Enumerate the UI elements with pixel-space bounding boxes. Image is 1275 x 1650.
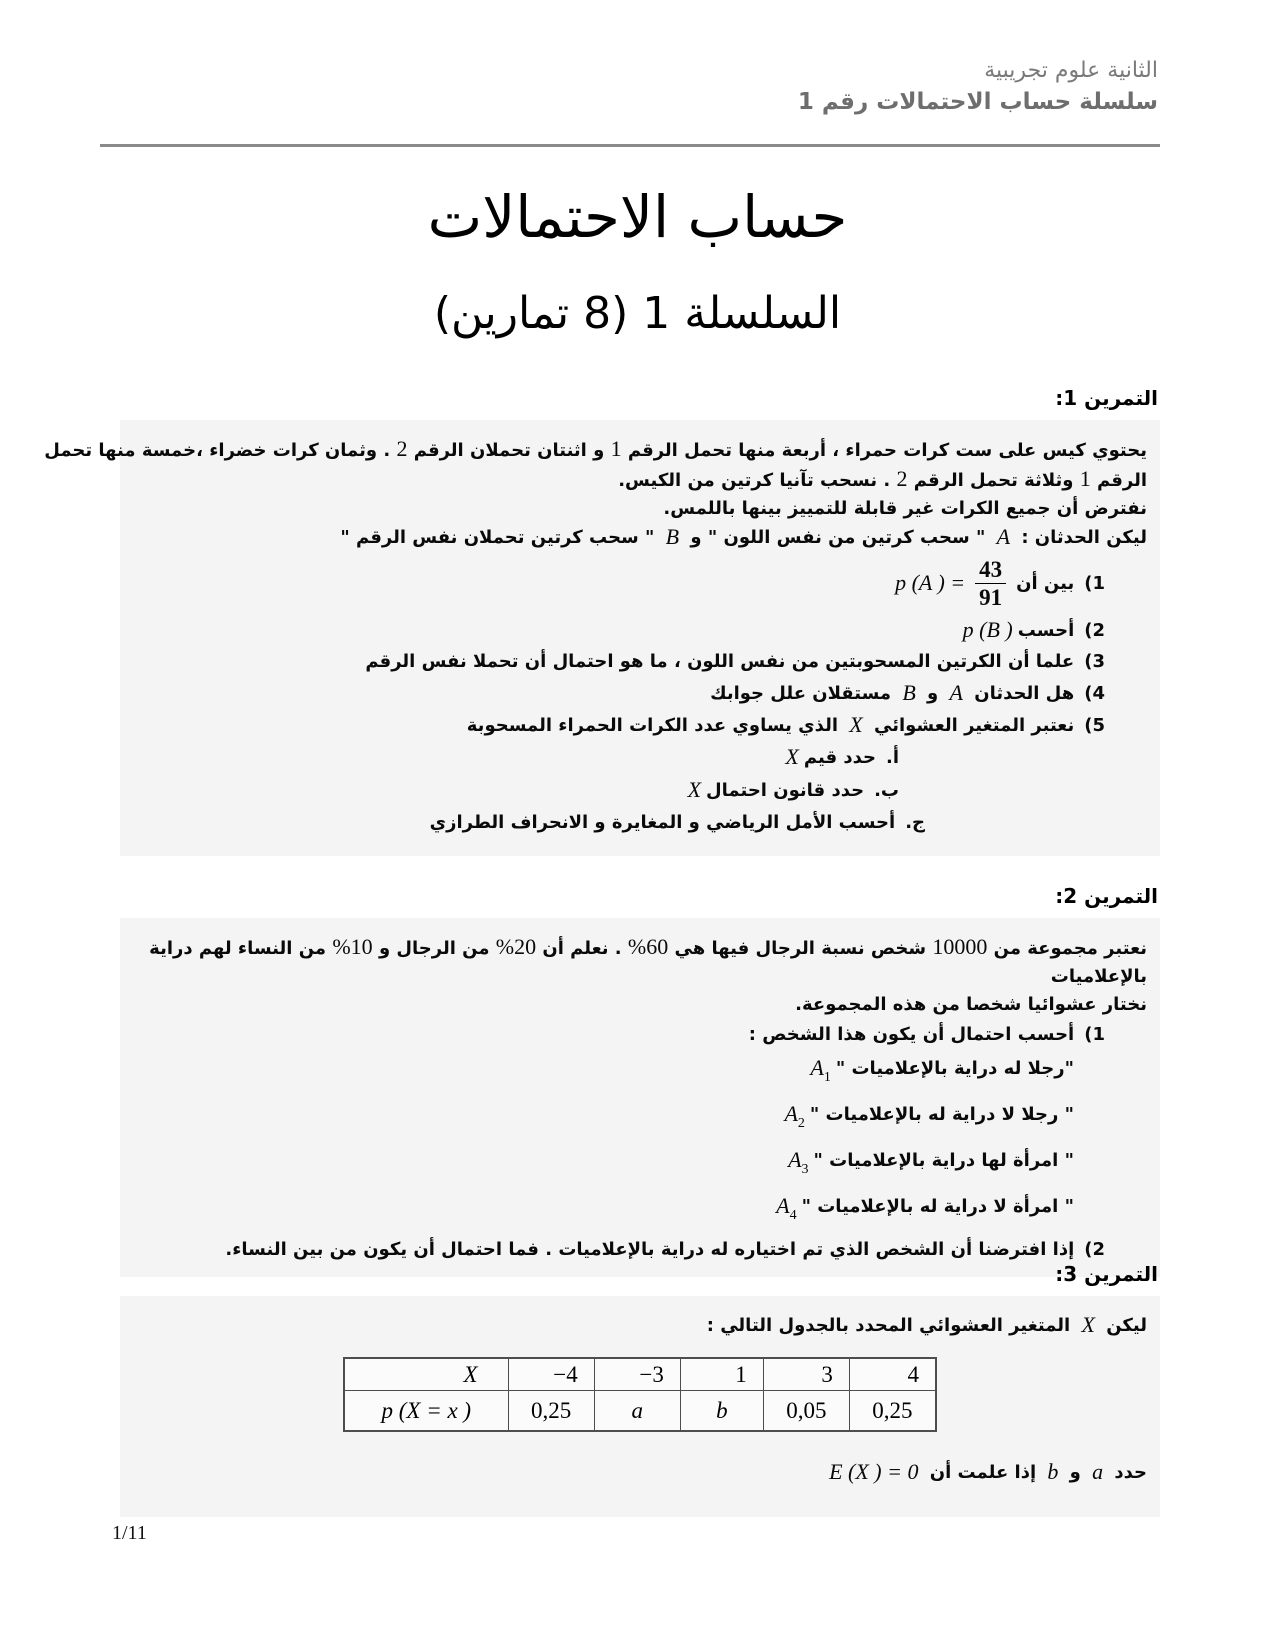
item-marker: 2) [1084,1239,1105,1260]
number: 1 [1079,466,1091,491]
ex3-intro-line [133,1311,1147,1340]
variable-a-symbol: a [1092,1459,1104,1484]
ex2-event-a4 [133,1188,1147,1234]
text-segment: " سحب كرتين من نفس اللون " و [684,527,992,548]
table-cell-probability-b: b [680,1391,763,1432]
ex1-events-line [133,523,1147,552]
ex2-intro-line-2: بالإعلاميات [1050,966,1147,987]
text-segment: المتغير العشوائي المحدد بالجدول التالي : [706,1315,1077,1336]
table-wrapper [343,1357,937,1432]
table-header-row [344,1358,936,1391]
ex2-intro-line-1 [133,933,1147,963]
percentage: 60% [627,934,669,959]
percentage: 20% [495,934,537,959]
text-segment: . نعلم أن [536,938,628,959]
question-text: علما أن الكرتين المسحوبتين من نفس اللون ، ما هو احتمال أن تحملا نفس الرقم [365,651,1075,672]
event-b-symbol: B [665,524,680,549]
formula-lhs: p (A ) = [895,570,966,595]
question-text: و [920,683,945,704]
text-segment: من الرجال و [372,938,496,959]
variable-x-symbol: X [1081,1312,1095,1337]
item-marker: 3) [1084,651,1105,672]
table-cell-probability: 0,05 [763,1391,849,1432]
question-text: نعتبر المتغير العشوائي [867,715,1075,736]
event-description: "رجلا له دراية بالإعلاميات " [835,1058,1074,1079]
question-text: حدد قانون احتمال [706,780,865,801]
header-rule [100,144,1160,147]
number: 2 [396,436,408,461]
item-marker: 1) [1084,1024,1105,1045]
expectation-formula: E (X ) = 0 [829,1459,919,1484]
text-segment: . وثمان كرات خضراء ،خمسة منها تحمل [44,440,397,461]
probability-distribution-table [343,1357,937,1432]
variable-x-symbol: X [687,777,702,802]
ex2-event-a3 [133,1142,1147,1188]
ex1-question-5 [133,709,1147,741]
exercise-3-box [120,1296,1160,1517]
probability-expression: p (B ) [962,617,1013,642]
doc-subtitle: السلسلة 1 (8 تمارين) [433,288,842,339]
event-base: A [784,1101,798,1126]
ex3-question-line [133,1458,1147,1487]
event-description: " امرأة لا دراية له بالإعلاميات " [801,1196,1074,1217]
question-text: أحسب الأمل الرياضي و المغايرة و الانحراف الطرازي [429,812,896,833]
table-probability-row [344,1391,936,1432]
variable-x-symbol: X [849,712,863,737]
event-subscript: 3 [801,1162,809,1177]
ex1-question-5a [133,741,1147,774]
number: 1 [610,436,622,461]
table-cell-probability: 0,25 [849,1391,936,1432]
ex1-question-2 [133,614,1147,646]
event-base: A [810,1055,824,1080]
event-base: A [788,1147,802,1172]
event-base: A [776,1193,790,1218]
variable-b-symbol: b [1047,1459,1059,1484]
question-text: حدد قيم [803,747,876,768]
ex2-event-a1 [133,1050,1147,1096]
item-marker: 4) [1084,683,1105,704]
table-cell-value: −4 [508,1358,594,1391]
text-segment: يحتوي كيس على ست كرات حمراء ، أربعة منها تحمل الرقم [621,440,1147,461]
ex1-question-5c [133,807,1147,838]
text-segment: شخص نسبة الرجال فيها هي [668,938,933,959]
exercise-2-box [120,918,1160,1277]
exercise-1-heading: التمرين 1: [1055,386,1158,410]
page-number: 1/11 [112,1522,147,1544]
text-segment: وثلاثة تحمل الرقم [907,470,1080,491]
fraction [975,556,1006,611]
event-a3-symbol [788,1142,808,1188]
ex1-question-3 [133,646,1147,677]
table-cell-probability-a: a [594,1391,680,1432]
text-segment: " سحب كرتين تحملان نفس الرقم " [340,527,661,548]
table-cell-value: 3 [763,1358,849,1391]
event-b-symbol: B [902,680,916,705]
event-a-symbol: A [949,680,963,705]
ex1-question-4 [133,677,1147,709]
question-text: بين أن [1016,572,1075,594]
table-cell-value: 1 [680,1358,763,1391]
ex1-question-1 [133,552,1147,614]
text-segment: نعتبر مجموعة من [987,938,1147,959]
ex2-question-1 [133,1019,1147,1050]
ex2-intro-line-3: نختار عشوائيا شخصا من هذه المجموعة. [795,994,1147,1015]
event-subscript: 1 [823,1070,831,1085]
number: 10000 [932,934,988,959]
event-a1-symbol [810,1050,830,1096]
doc-title: حساب الاحتمالات [427,183,848,251]
event-description: " رجلا لا دراية له بالإعلاميات " [809,1104,1074,1125]
table-cell-value: −3 [594,1358,680,1391]
fraction-numerator: 43 [975,556,1006,584]
question-text: أحسب [1017,620,1075,641]
table-cell-value: 4 [849,1358,936,1391]
table-cell-x: X [344,1358,508,1391]
question-text: أحسب احتمال أن يكون هذا الشخص : [748,1024,1075,1045]
ex2-question-2 [133,1234,1147,1265]
event-a-symbol: A [996,524,1011,549]
exercise-3-heading: التمرين 3: [1055,1262,1158,1286]
exercise-1-box [44,420,1160,856]
exercise-2-heading: التمرين 2: [1055,884,1158,908]
question-text: مستقلان علل جوابك [710,683,898,704]
question-text: الذي يساوي عدد الكرات الحمراء المسحوبة [466,715,845,736]
percentage: 10% [332,934,373,959]
question-text: إذا علمت أن [923,1462,1043,1483]
text-segment: ليكن الحدثان : [1015,527,1147,548]
text-segment: الرقم [1090,470,1147,491]
page-header [798,56,1158,119]
text-segment: من النساء لهم دراية [149,938,333,959]
question-text: حدد [1108,1462,1147,1483]
text-segment: . نسحب تآنيا كرتين من الكيس. [618,470,897,491]
ex2-event-a2 [133,1096,1147,1142]
item-marker: ب. [874,780,899,801]
event-description: " امرأة لها دراية بالإعلاميات " [813,1150,1074,1171]
question-text: هل الحدثان [967,683,1075,704]
text-segment: ليكن [1099,1315,1147,1336]
event-a2-symbol [784,1096,804,1142]
item-marker: ج. [905,812,925,833]
number: 2 [896,466,908,491]
question-text: إذا افترضنا أن الشخص الذي تم اختياره له دراية بالإعلاميات . فما احتمال أن يكون من بين النساء. [225,1239,1075,1260]
event-subscript: 2 [797,1116,805,1131]
item-marker: أ. [885,747,899,768]
item-marker: 5) [1084,715,1105,736]
ex1-intro-line-3: نفترض أن جميع الكرات غير قابلة للتمييز بينها باللمس. [663,498,1147,519]
fraction-denominator: 91 [979,584,1003,610]
ex1-intro-line-1 [44,435,1147,465]
item-marker: 2) [1084,620,1105,641]
event-a4-symbol [776,1188,796,1234]
header-level-line: الثانية علوم تجريبية [984,58,1158,83]
table-cell-probability: 0,25 [508,1391,594,1432]
probability-formula [890,556,1006,611]
header-series-line: سلسلة حساب الاحتمالات رقم 1 [797,89,1158,115]
question-text: و [1063,1462,1088,1483]
item-marker: 1) [1084,572,1105,594]
event-subscript: 4 [789,1208,797,1223]
ex1-intro-line-2 [133,465,1147,495]
ex1-question-5b [133,774,1147,807]
table-cell-row-label: p (X = x ) [344,1391,508,1432]
variable-x-symbol: X [785,744,799,769]
text-segment: و اثنتان تحملان الرقم [407,440,611,461]
